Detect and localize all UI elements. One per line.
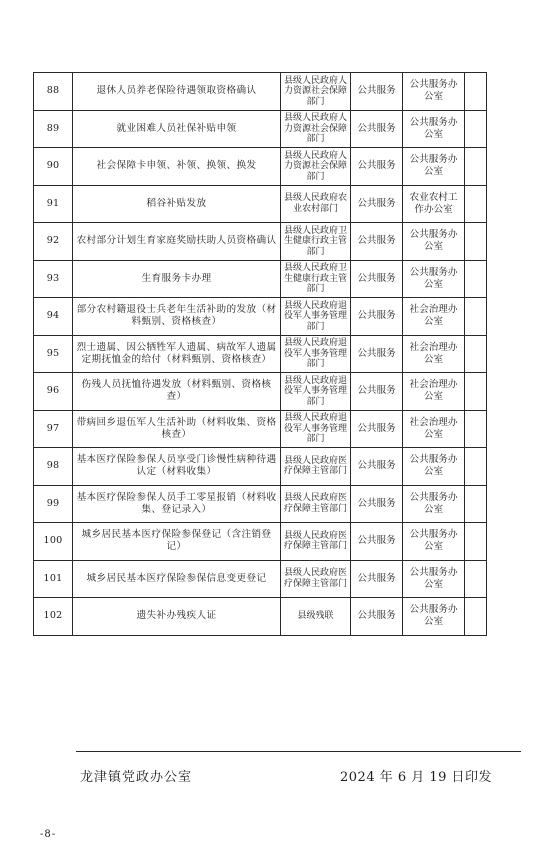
service-item-name: 农村部分计划生育家庭奖励扶助人员资格确认 bbox=[73, 223, 281, 261]
responsible-department: 县级人民政府退役军人事务管理部门 bbox=[281, 335, 351, 373]
handling-office: 公共服务办公室 bbox=[403, 485, 465, 523]
service-item-name: 遗失补办残疾人证 bbox=[73, 598, 281, 636]
row-number: 88 bbox=[34, 73, 73, 111]
table-row bbox=[34, 448, 487, 486]
item-type: 公共服务 bbox=[351, 73, 403, 111]
remarks-cell bbox=[465, 110, 487, 148]
handling-office: 公共服务办公室 bbox=[403, 598, 465, 636]
responsible-department: 县级人民政府人力资源社会保障部门 bbox=[281, 110, 351, 148]
row-number: 93 bbox=[34, 260, 73, 298]
row-number: 89 bbox=[34, 110, 73, 148]
row-number: 94 bbox=[34, 298, 73, 336]
remarks-cell bbox=[465, 335, 487, 373]
row-number: 102 bbox=[34, 598, 73, 636]
responsible-department: 县级残联 bbox=[281, 598, 351, 636]
table-row bbox=[34, 298, 487, 336]
row-number: 98 bbox=[34, 448, 73, 486]
item-type: 公共服务 bbox=[351, 560, 403, 598]
remarks-cell bbox=[465, 223, 487, 261]
handling-office: 社会治理办公室 bbox=[403, 335, 465, 373]
remarks-cell bbox=[465, 598, 487, 636]
responsible-department: 县级人民政府医疗保障主管部门 bbox=[281, 485, 351, 523]
item-type: 公共服务 bbox=[351, 523, 403, 561]
service-item-name: 伤残人员抚恤待遇发放（材料甄别、资格核查） bbox=[73, 373, 281, 411]
item-type: 公共服务 bbox=[351, 185, 403, 223]
responsible-department: 县级人民政府人力资源社会保障部门 bbox=[281, 73, 351, 111]
row-number: 97 bbox=[34, 410, 73, 448]
item-type: 公共服务 bbox=[351, 485, 403, 523]
service-item-name: 基本医疗保险参保人员享受门诊慢性病种待遇认定（材料收集） bbox=[73, 448, 281, 486]
remarks-cell bbox=[465, 448, 487, 486]
service-items-table bbox=[33, 72, 487, 636]
table-row bbox=[34, 560, 487, 598]
row-number: 90 bbox=[34, 148, 73, 186]
item-type: 公共服务 bbox=[351, 298, 403, 336]
responsible-department: 县级人民政府卫生健康行政主管部门 bbox=[281, 223, 351, 261]
responsible-department: 县级人民政府医疗保障主管部门 bbox=[281, 448, 351, 486]
remarks-cell bbox=[465, 523, 487, 561]
table-row bbox=[34, 110, 487, 148]
responsible-department: 县级人民政府退役军人事务管理部门 bbox=[281, 373, 351, 411]
row-number: 92 bbox=[34, 223, 73, 261]
table-row bbox=[34, 185, 487, 223]
service-item-name: 城乡居民基本医疗保险参保登记（含注销登记） bbox=[73, 523, 281, 561]
row-number: 91 bbox=[34, 185, 73, 223]
item-type: 公共服务 bbox=[351, 223, 403, 261]
responsible-department: 县级人民政府退役军人事务管理部门 bbox=[281, 298, 351, 336]
remarks-cell bbox=[465, 73, 487, 111]
remarks-cell bbox=[465, 185, 487, 223]
table-body bbox=[34, 73, 487, 636]
responsible-department: 县级人民政府医疗保障主管部门 bbox=[281, 523, 351, 561]
table-row bbox=[34, 410, 487, 448]
item-type: 公共服务 bbox=[351, 448, 403, 486]
handling-office: 公共服务办公室 bbox=[403, 260, 465, 298]
service-item-name: 生育服务卡办理 bbox=[73, 260, 281, 298]
issue-date: 2024 年 6 月 19 日印发 bbox=[340, 770, 493, 785]
handling-office: 社会治理办公室 bbox=[403, 410, 465, 448]
handling-office: 公共服务办公室 bbox=[403, 560, 465, 598]
remarks-cell bbox=[465, 148, 487, 186]
handling-office: 社会治理办公室 bbox=[403, 298, 465, 336]
service-item-name: 带病回乡退伍军人生活补助（材料收集、资格核查） bbox=[73, 410, 281, 448]
handling-office: 公共服务办公室 bbox=[403, 73, 465, 111]
item-type: 公共服务 bbox=[351, 110, 403, 148]
table-row bbox=[34, 335, 487, 373]
item-type: 公共服务 bbox=[351, 598, 403, 636]
remarks-cell bbox=[465, 410, 487, 448]
item-type: 公共服务 bbox=[351, 148, 403, 186]
row-number: 96 bbox=[34, 373, 73, 411]
table-row bbox=[34, 260, 487, 298]
responsible-department: 县级人民政府人力资源社会保障部门 bbox=[281, 148, 351, 186]
page-number: -8- bbox=[40, 829, 57, 840]
handling-office: 公共服务办公室 bbox=[403, 448, 465, 486]
remarks-cell bbox=[465, 373, 487, 411]
handling-office: 公共服务办公室 bbox=[403, 110, 465, 148]
remarks-cell bbox=[465, 560, 487, 598]
item-type: 公共服务 bbox=[351, 373, 403, 411]
handling-office: 农业农村工作办公室 bbox=[403, 185, 465, 223]
service-item-name: 部分农村籍退役士兵老年生活补助的发放（材料甄别、资格核查） bbox=[73, 298, 281, 336]
remarks-cell bbox=[465, 260, 487, 298]
remarks-cell bbox=[465, 485, 487, 523]
table-row bbox=[34, 148, 487, 186]
service-item-name: 社会保障卡申领、补领、换领、换发 bbox=[73, 148, 281, 186]
table-row bbox=[34, 223, 487, 261]
responsible-department: 县级人民政府农业农村部门 bbox=[281, 185, 351, 223]
row-number: 100 bbox=[34, 523, 73, 561]
responsible-department: 县级人民政府卫生健康行政主管部门 bbox=[281, 260, 351, 298]
item-type: 公共服务 bbox=[351, 410, 403, 448]
table-row bbox=[34, 598, 487, 636]
service-item-name: 退休人员养老保险待遇领取资格确认 bbox=[73, 73, 281, 111]
handling-office: 公共服务办公室 bbox=[403, 523, 465, 561]
item-type: 公共服务 bbox=[351, 260, 403, 298]
responsible-department: 县级人民政府退役军人事务管理部门 bbox=[281, 410, 351, 448]
remarks-cell bbox=[465, 298, 487, 336]
row-number: 95 bbox=[34, 335, 73, 373]
service-item-name: 城乡居民基本医疗保险参保信息变更登记 bbox=[73, 560, 281, 598]
table-row bbox=[34, 373, 487, 411]
handling-office: 公共服务办公室 bbox=[403, 223, 465, 261]
footer-divider bbox=[76, 751, 521, 752]
table-row bbox=[34, 73, 487, 111]
issuer-name: 龙津镇党政办公室 bbox=[80, 770, 193, 785]
handling-office: 社会治理办公室 bbox=[403, 373, 465, 411]
responsible-department: 县级人民政府医疗保障主管部门 bbox=[281, 560, 351, 598]
table-row bbox=[34, 485, 487, 523]
handling-office: 公共服务办公室 bbox=[403, 148, 465, 186]
service-item-name: 基本医疗保险参保人员手工零星报销（材料收集、登记录入） bbox=[73, 485, 281, 523]
row-number: 101 bbox=[34, 560, 73, 598]
item-type: 公共服务 bbox=[351, 335, 403, 373]
service-item-name: 稻谷补贴发放 bbox=[73, 185, 281, 223]
row-number: 99 bbox=[34, 485, 73, 523]
table-row bbox=[34, 523, 487, 561]
service-item-name: 就业困难人员社保补贴申领 bbox=[73, 110, 281, 148]
service-item-name: 烈士遗属、因公牺牲军人遗属、病故军人遗属定期抚恤金的给付（材料甄别、资格核查） bbox=[73, 335, 281, 373]
